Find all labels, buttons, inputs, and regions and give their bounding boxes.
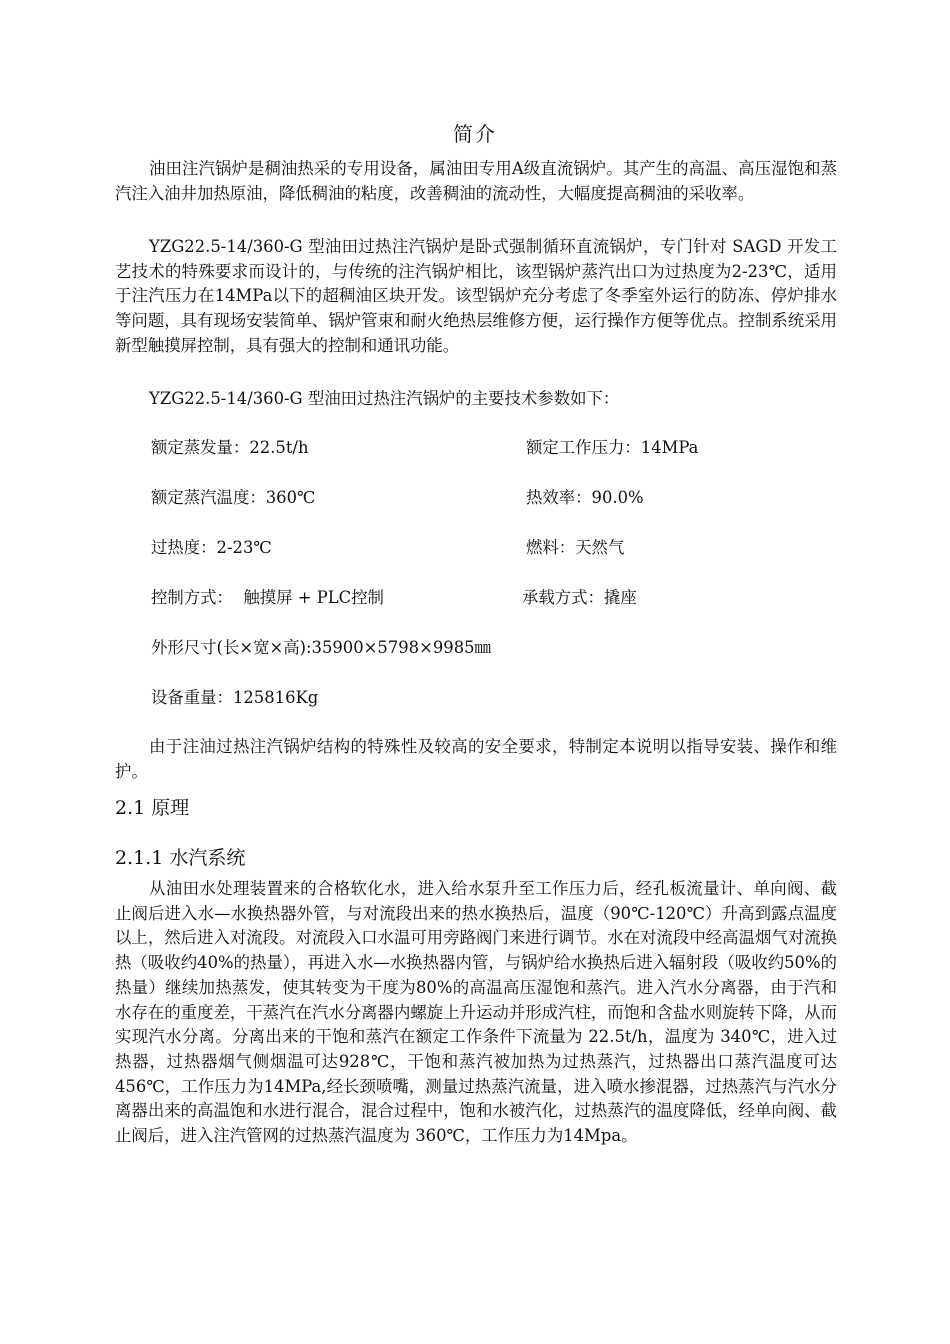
param-support: 承载方式：撬座 [522, 588, 637, 607]
water-steam-paragraph: 从油田水处理装置来的合格软化水，进入给水泵升至工作压力后，经孔板流量计、单向阀、截止阀后进入水—水换热器外管，与对流段出来的热水换热后，温度（90℃-120℃）升高到露点温度以上，然后进入对流段。对流段入口水温可用旁路阀门来进行调节。水在对流段中经高温烟气对流换热（吸收约40%的热量），再进入水—水换热器内管，与锅炉给水换热后进入辐射段（吸收约50%的热量）继续加热蒸发，使其转变为干度为80%的高温高压湿饱和蒸汽。进入汽水分离器，由于汽和水存在的重度差，干蒸汽在汽水分离器内螺旋上升运动并形成汽柱，而饱和含盐水则旋转下降，从而实现汽水分离。分离出来的干饱和蒸汽在额定工作条件下流量为 22.5t/h，温度为 340℃，进入过热器，过热器烟气侧烟温可达928℃，干饱和蒸汽被加热为过热蒸汽，过热器出口蒸汽温度可达456℃，工作压力为14MPa,经长颈喷嘴，测量过热蒸汽流量，进入喷水掺混器，过热蒸汽与汽水分离器出来的高温饱和水进行混合，混合过程中，饱和水被汽化，过热蒸汽的温度降低，经单向阀、截止阀后，进入注汽管网的过热蒸汽温度为 360℃，工作压力为14Mpa。 [115, 879, 837, 1146]
param-efficiency: 热效率：90.0% [526, 488, 644, 507]
param-fuel: 燃料：天然气 [526, 538, 625, 557]
param-control: 控制方式： 触摸屏 + PLC控制 [151, 588, 384, 607]
param-rated-steam: 额定蒸发量：22.5t/h [151, 438, 309, 457]
section-heading-water-steam: 2.1.1 水汽系统 [115, 847, 246, 869]
param-dimensions: 外形尺寸(长×宽×高):35900×5798×9985㎜ [151, 638, 491, 657]
page-title: 简介 [453, 122, 497, 146]
param-superheat: 过热度：2-23℃ [151, 538, 272, 557]
params-intro-paragraph: YZG22.5-14/360-G 型油田过热注汽锅炉的主要技术参数如下： [149, 389, 620, 408]
param-weight: 设备重量：125816Kg [151, 688, 319, 707]
param-rated-temp: 额定蒸汽温度：360℃ [151, 488, 316, 507]
param-rated-pressure: 额定工作压力：14MPa [526, 438, 699, 457]
closing-paragraph: 由于注油过热注汽锅炉结构的特殊性及较高的安全要求，特制定本说明以指导安装、操作和维护。 [115, 737, 837, 781]
section-heading-principle: 2.1 原理 [115, 797, 190, 819]
intro-paragraph-1: 油田注汽锅炉是稠油热采的专用设备，属油田专用A级直流锅炉。其产生的高温、高压湿饱和蒸汽注入油井加热原油，降低稠油的粘度，改善稠油的流动性，大幅度提高稠油的采收率。 [115, 159, 837, 203]
intro-paragraph-2: YZG22.5-14/360-G 型油田过热注汽锅炉是卧式强制循环直流锅炉，专门针对 SAGD 开发工艺技术的特殊要求而设计的，与传统的注汽锅炉相比，该型锅炉蒸汽出口为过热度为2-23℃，适用于注汽压力在14MPa以下的超稠油区块开发。该型锅炉充分考虑了冬季室外运行的防冻、停炉排水等问题，具有现场安装简单、锅炉管束和耐火绝热层维修方便，运行操作方便等优点。控制系统采用新型触摸屏控制，具有强大的控制和通讯功能。 [115, 237, 837, 355]
